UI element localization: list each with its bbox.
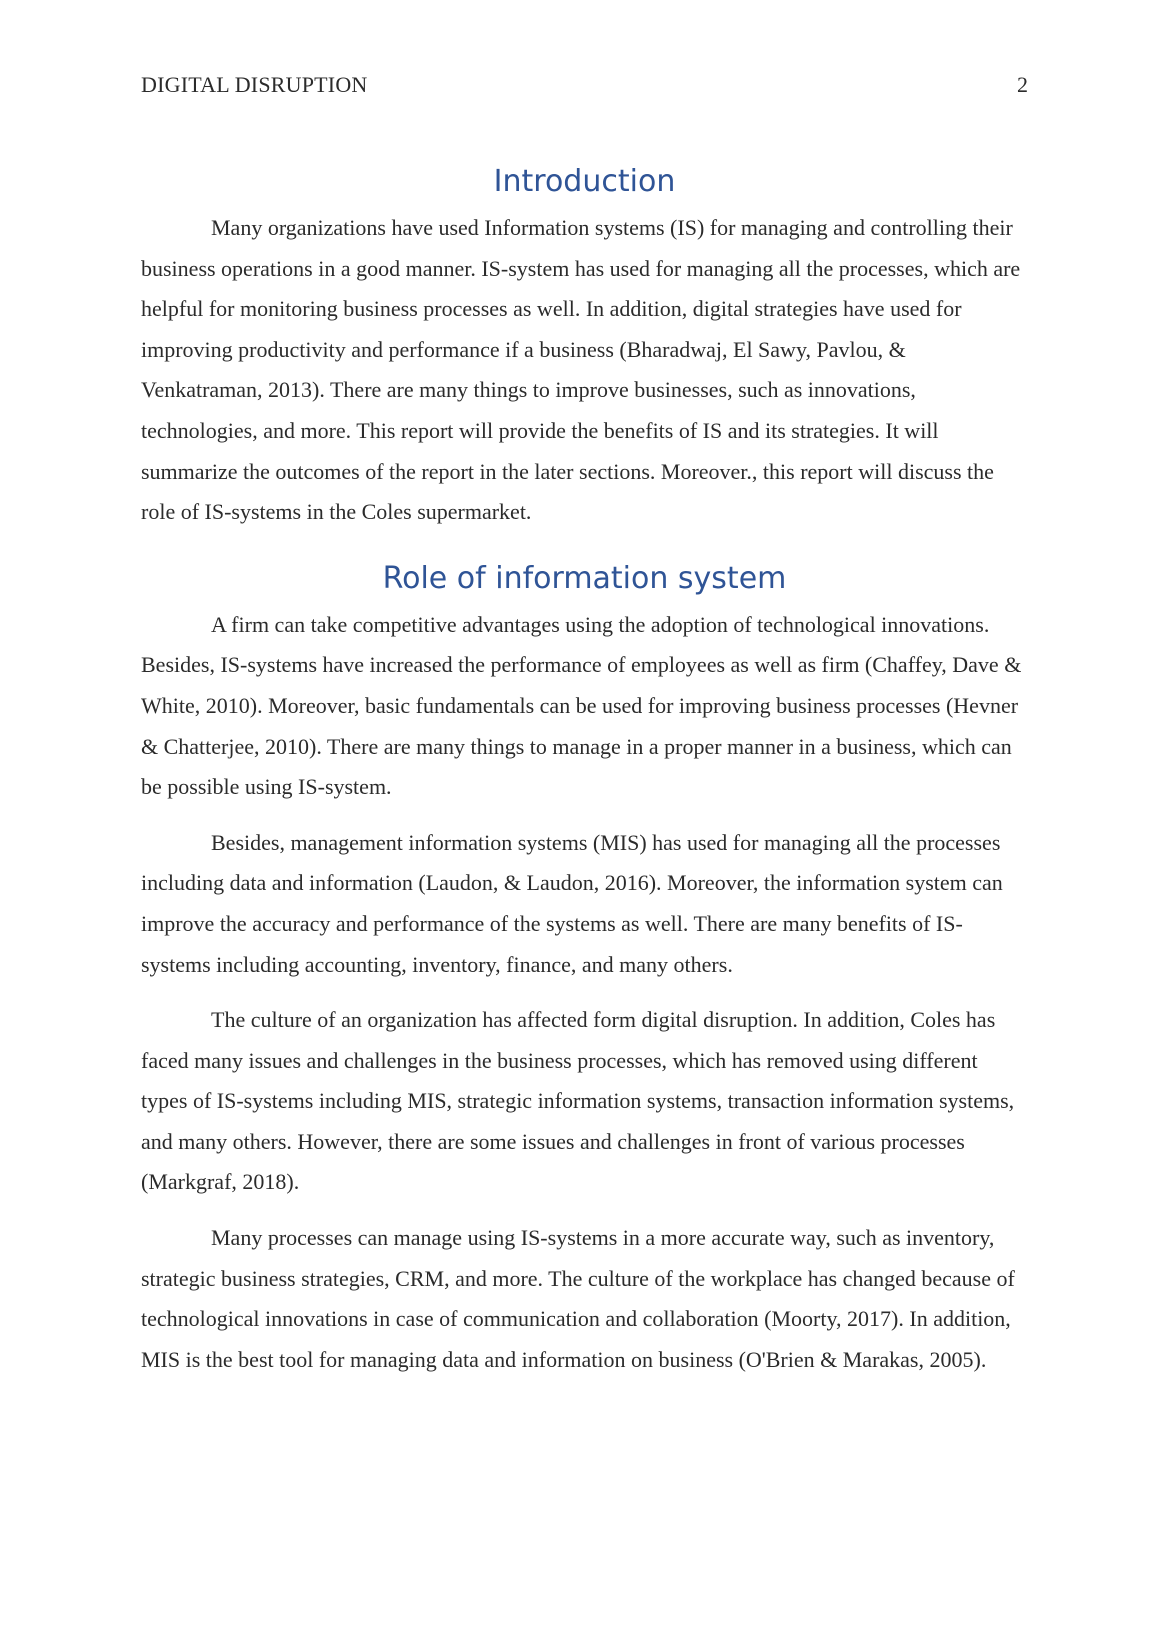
page-number: 2	[1017, 72, 1028, 97]
heading-role-of-information-system: Role of information system	[382, 560, 787, 596]
paragraph-culture: The culture of an organization has affected form digital disruption. In addition, Coles has faced many issues and challenges in the business processes, which has removed using different types of IS-systems including MIS, strategic information systems, transaction information systems, and many others. However, there are some issues and challenges in front of various processes (Markgraf, 2018).	[141, 1007, 1015, 1195]
paragraph-processes: Many processes can manage using IS-systems in a more accurate way, such as inventory, strategic business strategies, CRM, and more. The culture of the workplace has changed because of technological innovations in case of communication and collaboration (Moorty, 2017). In addition, MIS is the best tool for managing data and information on business (O'Brien & Marakas, 2005).	[141, 1225, 1015, 1372]
running-header	[141, 70, 1028, 100]
heading-introduction: Introduction	[493, 164, 676, 199]
document-body	[141, 158, 1028, 1395]
running-title: DIGITAL DISRUPTION	[141, 72, 368, 97]
paragraph-introduction: Many organizations have used Information systems (IS) for managing and controlling their business operations in a good manner. IS-system has used for managing all the processes, which are helpful for monitoring business processes as well. In addition, digital strategies have used for improving productivity and performance if a business (Bharadwaj, El Sawy, Pavlou, & Venkatraman, 2013). There are many things to improve businesses, such as innovations, technologies, and more. This report will provide the benefits of IS and its strategies. It will summarize the outcomes of the report in the later sections. Moreover., this report will discuss the role of IS-systems in the Coles supermarket.	[141, 215, 1021, 525]
paragraph-mis: Besides, management information systems (MIS) has used for managing all the processes including data and information (Laudon, & Laudon, 2016). Moreover, the information system can improve the accuracy and performance of the systems as well. There are many benefits of IS-systems including accounting, inventory, finance, and many others.	[141, 829, 1003, 977]
paragraph-competitive-advantages: A firm can take competitive advantages using the adoption of technological innovations. Besides, IS-systems have increased the performance of employees as well as firm (Chaffey, Dave & White, 2010). Moreover, basic fundamentals can be used for improving business processes (Hevner & Chatterjee, 2010). There are many things to manage in a proper manner in a business, which can be possible using IS-system.	[141, 611, 1022, 800]
